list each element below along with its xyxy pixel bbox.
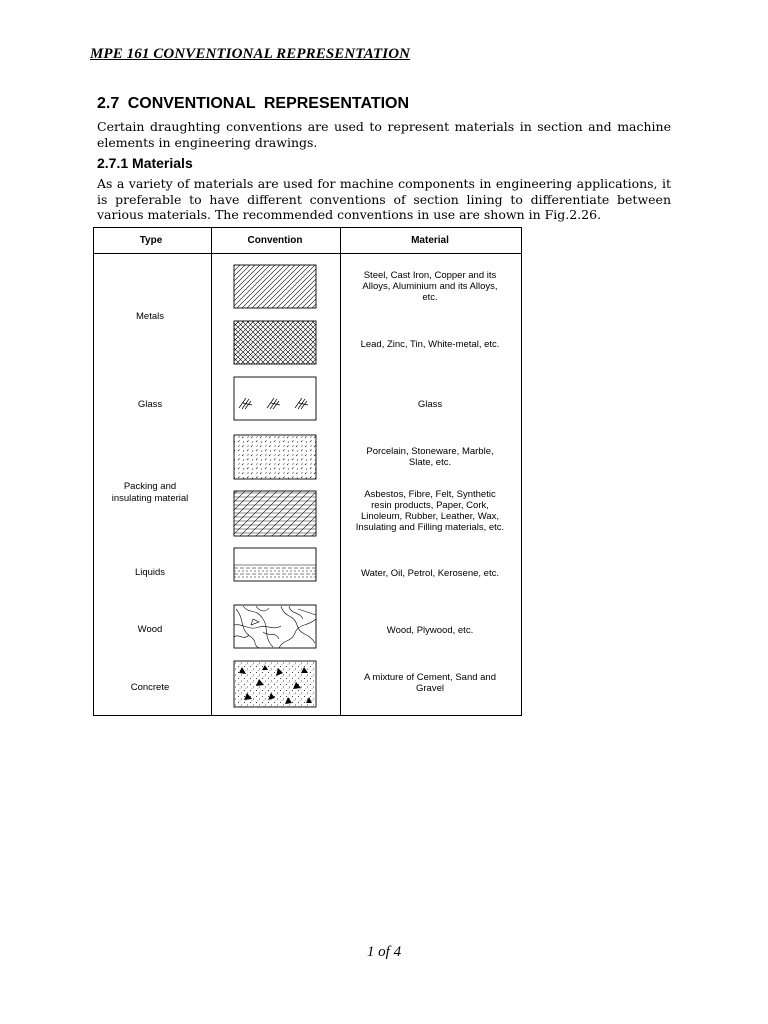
convention-metal-lead bbox=[234, 321, 316, 364]
material-lead: Lead, Zinc, Tin, White-metal, etc. bbox=[360, 339, 500, 350]
material-steel-line2: Alloys, Aluminium and its Alloys, bbox=[362, 281, 498, 292]
convention-glass bbox=[234, 377, 316, 420]
type-packing-line2: insulating material bbox=[111, 493, 189, 504]
page-number: 1 of 4 bbox=[366, 944, 402, 960]
intro-paragraph: Certain draughting conventions are used to represent materials in section and machine elements in engineering drawings. bbox=[97, 119, 671, 150]
material-asbestos-line2: resin products, Paper, Cork, bbox=[371, 500, 489, 511]
header-type: Type bbox=[139, 235, 163, 246]
type-wood: Wood bbox=[137, 624, 163, 635]
subsection-heading: 2.7.1 Materials bbox=[97, 155, 193, 171]
type-packing-line1: Packing and bbox=[123, 481, 177, 492]
materials-paragraph: As a variety of materials are used for machine components in engineering applications, it is preferable to have different conventions of section lining to differentiate between various materials. The recommended conventions in use are shown in Fig.2.26. bbox=[97, 176, 671, 222]
type-concrete: Concrete bbox=[130, 682, 170, 693]
convention-liquids bbox=[234, 548, 316, 581]
material-cement-line1: A mixture of Cement, Sand and bbox=[363, 672, 497, 683]
material-wood: Wood, Plywood, etc. bbox=[386, 625, 474, 636]
convention-metal-steel bbox=[234, 265, 316, 308]
material-asbestos-line4: Insulating and Filling materials, etc. bbox=[355, 522, 505, 533]
type-metals: Metals bbox=[136, 311, 164, 322]
convention-wood bbox=[234, 605, 316, 648]
material-steel-line1: Steel, Cast Iron, Copper and its bbox=[363, 270, 497, 281]
material-porcelain-line2: Slate, etc. bbox=[408, 457, 452, 468]
header-convention: Convention bbox=[247, 235, 303, 246]
conventions-table-graphic bbox=[93, 227, 522, 716]
convention-porcelain bbox=[234, 435, 316, 479]
type-liquids: Liquids bbox=[134, 567, 166, 578]
material-asbestos-line1: Asbestos, Fibre, Felt, Synthetic bbox=[364, 489, 496, 500]
convention-asbestos bbox=[234, 491, 316, 536]
material-cement-line2: Gravel bbox=[416, 683, 444, 694]
header-material: Material bbox=[411, 235, 449, 246]
type-glass: Glass bbox=[137, 399, 163, 410]
material-water: Water, Oil, Petrol, Kerosene, etc. bbox=[361, 568, 499, 579]
material-steel-line3: etc. bbox=[422, 292, 438, 303]
document-header-title: MPE 161 CONVENTIONAL REPRESENTATION bbox=[90, 46, 411, 62]
material-porcelain-line1: Porcelain, Stoneware, Marble, bbox=[366, 446, 494, 457]
material-asbestos-line3: Linoleum, Rubber, Leather, Wax, bbox=[360, 511, 500, 522]
material-glass: Glass bbox=[417, 399, 443, 410]
section-heading: 2.7 CONVENTIONAL REPRESENTATION bbox=[97, 95, 410, 112]
conventions-table bbox=[93, 227, 522, 716]
convention-concrete bbox=[234, 661, 316, 707]
